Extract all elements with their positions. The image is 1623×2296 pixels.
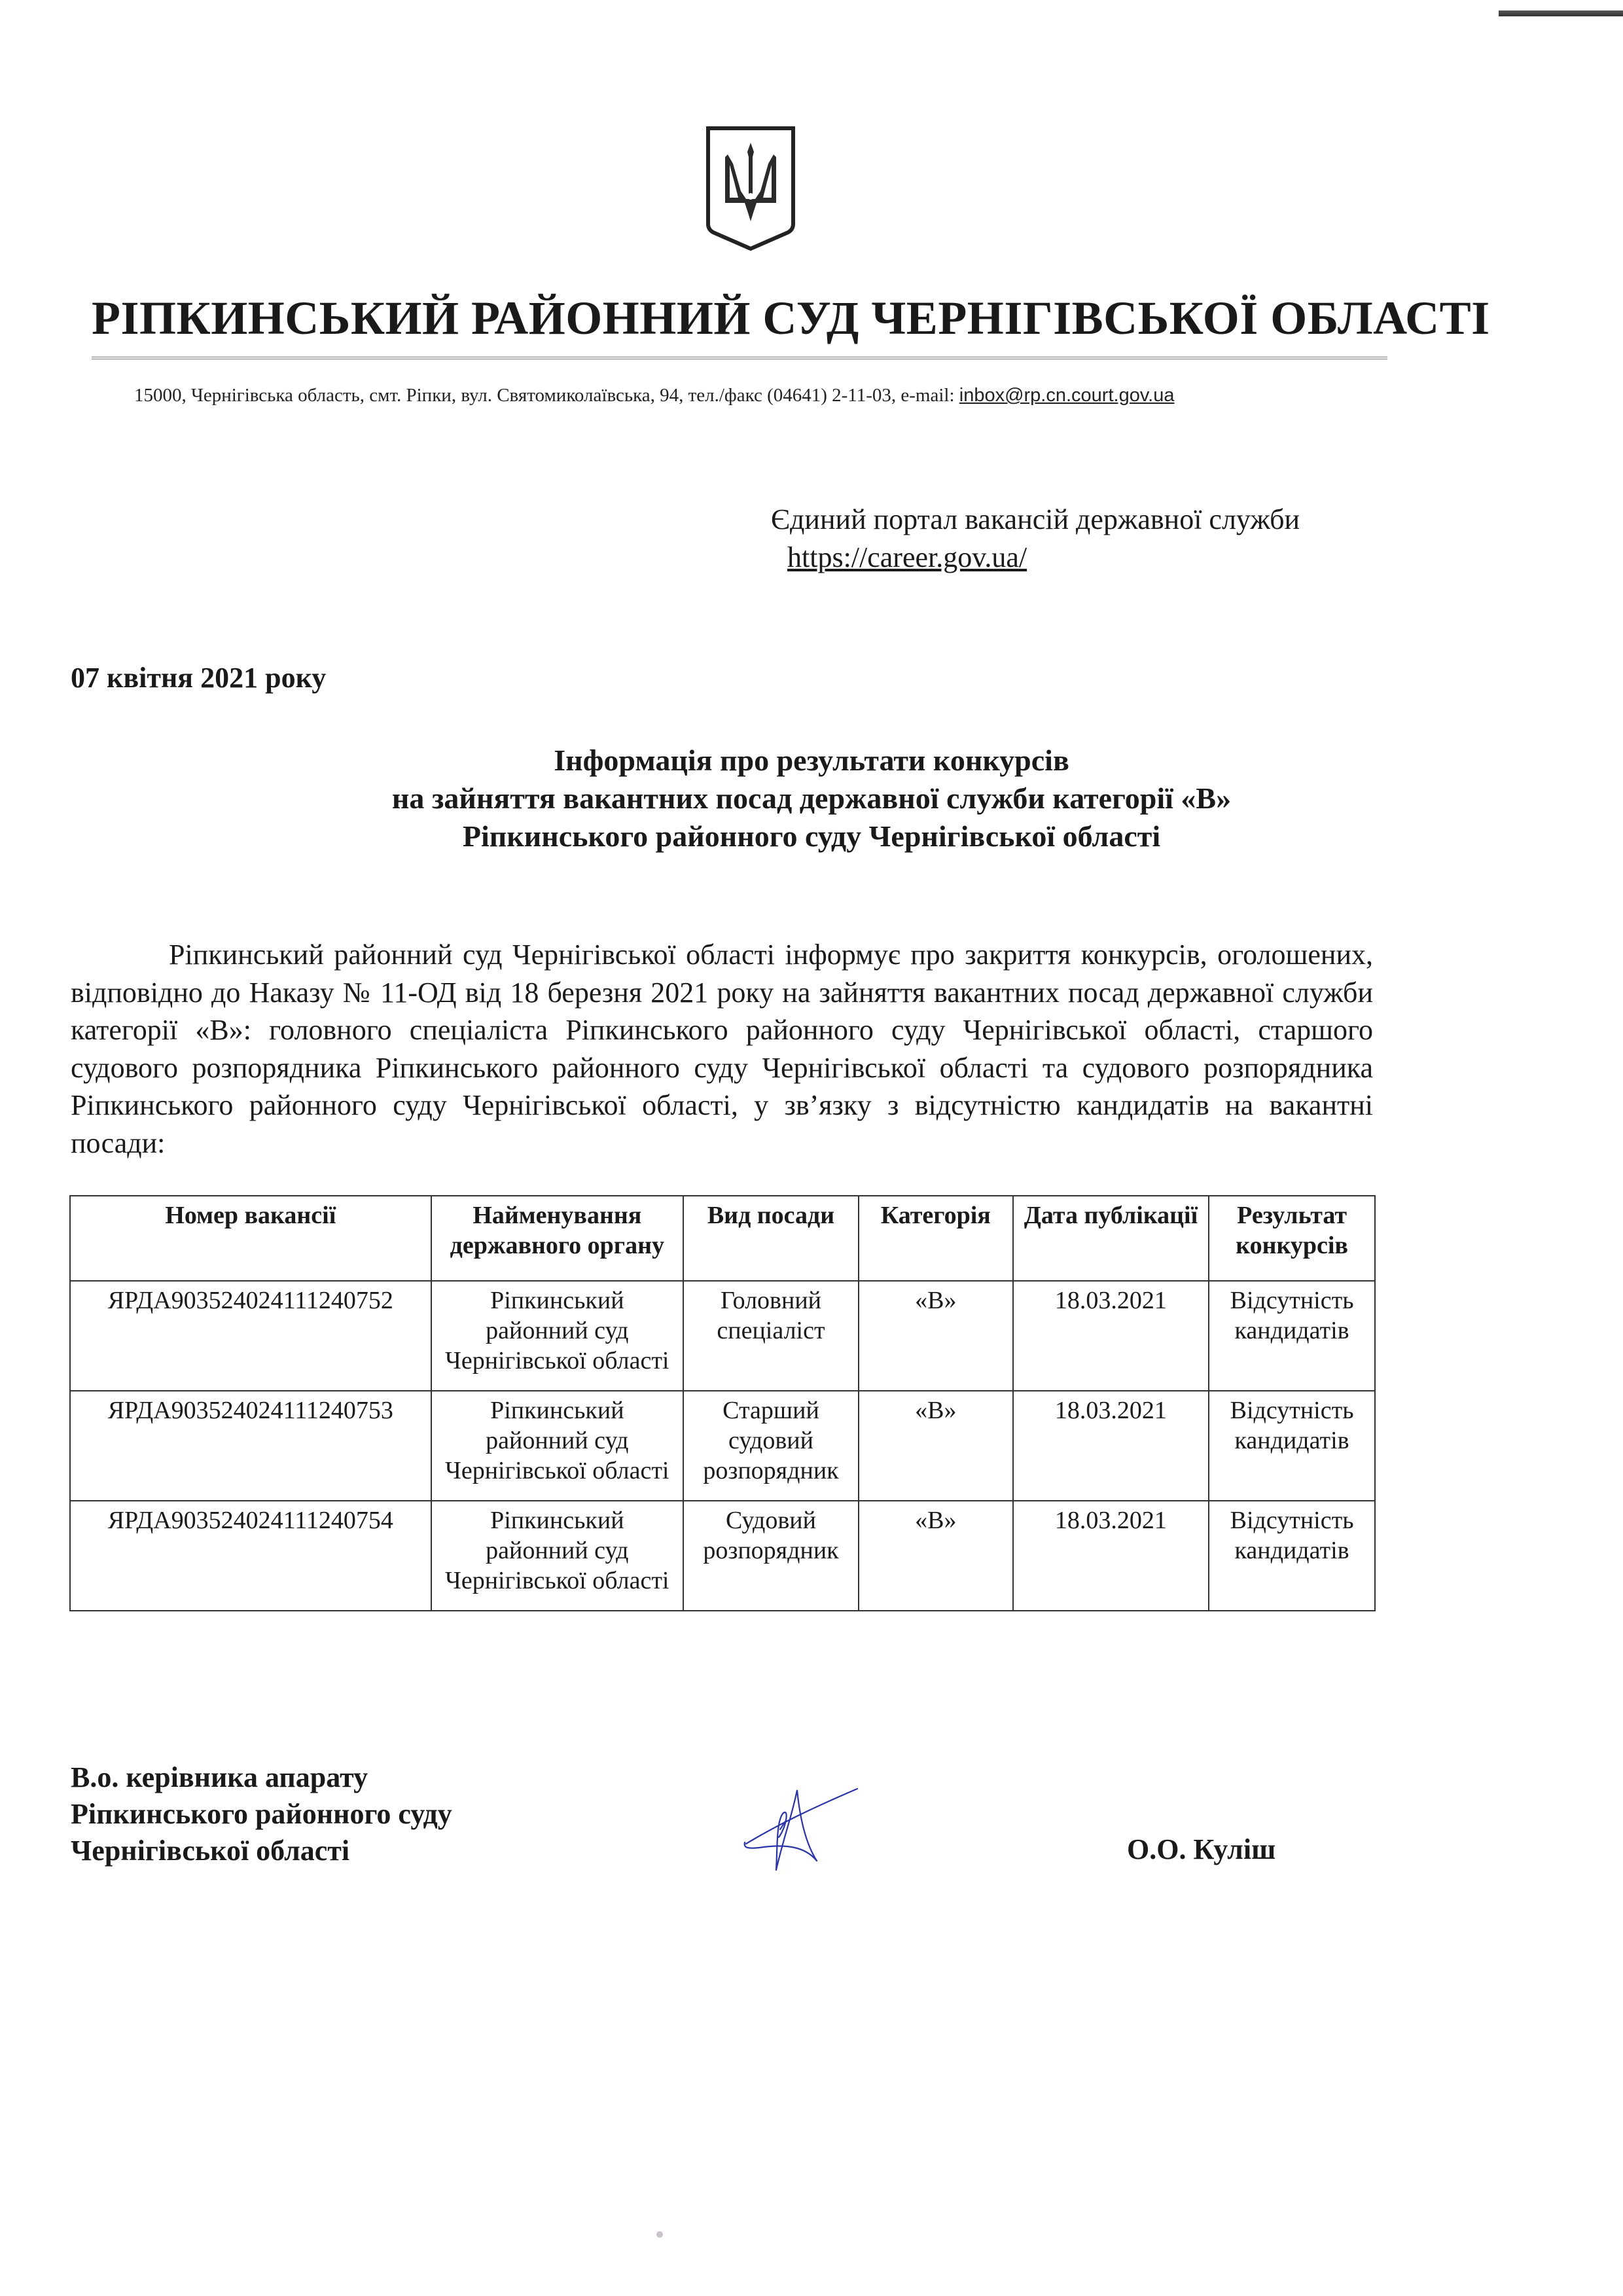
heading-line-1: Інформація про результати конкурсів bbox=[554, 744, 1069, 777]
vacancy-number-cell: ЯРДА903524024111240752 bbox=[70, 1281, 431, 1391]
table-header-row bbox=[70, 1196, 1375, 1281]
vacancy-number-cell: ЯРДА903524024111240754 bbox=[70, 1501, 431, 1611]
agency-cell: Ріпкинський районний суд Чернігівської області bbox=[431, 1391, 684, 1501]
signatory-title bbox=[71, 1759, 452, 1869]
result-cell: Відсутність кандидатів bbox=[1209, 1501, 1375, 1611]
signatory-title-line-1: В.о. керівника апарату bbox=[71, 1761, 368, 1793]
document-date: 07 квітня 2021 року bbox=[71, 662, 327, 694]
category-cell: «В» bbox=[859, 1391, 1013, 1501]
category-cell: «В» bbox=[859, 1501, 1013, 1611]
table-row bbox=[70, 1391, 1375, 1501]
position-cell: Старший судовий розпорядник bbox=[683, 1391, 859, 1501]
agency-cell: Ріпкинський районний суд Чернігівської області bbox=[431, 1501, 684, 1611]
scan-speck bbox=[656, 2231, 663, 2238]
category-cell: «В» bbox=[859, 1281, 1013, 1391]
recipient-block bbox=[771, 501, 1300, 577]
publication-date-cell: 18.03.2021 bbox=[1013, 1391, 1209, 1501]
result-cell: Відсутність кандидатів bbox=[1209, 1391, 1375, 1501]
scan-edge-mark bbox=[1499, 10, 1623, 16]
signatory-title-line-3: Чернігівської області bbox=[71, 1835, 350, 1867]
recipient-url-link[interactable]: https://career.gov.ua/ bbox=[787, 541, 1027, 573]
recipient-name: Єдиний портал вакансій державної служби bbox=[771, 503, 1300, 535]
body-paragraph: Ріпкинський районний суд Чернігівської області інформує про закриття конкурсів, оголошених, відповідно до Наказу № 11-ОД від 18 березня 2021 року на зайняття вакантних посад державної служби категорії «В»: головного спеціаліста Ріпкинського районного суду Чернігівської області, старшого судового розпорядника Ріпкинського районного суду Чернігівської області та судового розпорядника Ріпкинського районного суду Чернігівської області, у зв’язку з відсутністю кандидатів на вакантні посади: bbox=[71, 939, 1373, 1159]
result-cell: Відсутність кандидатів bbox=[1209, 1281, 1375, 1391]
signatory-title-line-2: Ріпкинського районного суду bbox=[71, 1798, 452, 1830]
column-header-result: Результат конкурсів bbox=[1209, 1196, 1375, 1281]
email-link[interactable]: inbox@rp.cn.court.gov.ua bbox=[959, 385, 1175, 406]
position-cell: Судовий розпорядник bbox=[683, 1501, 859, 1611]
ukraine-trident-emblem-icon bbox=[705, 126, 796, 251]
agency-cell: Ріпкинський районний суд Чернігівської області bbox=[431, 1281, 684, 1391]
signer-name: О.О. Куліш bbox=[1127, 1833, 1276, 1865]
publication-date-cell: 18.03.2021 bbox=[1013, 1501, 1209, 1611]
table-row bbox=[70, 1281, 1375, 1391]
heading-line-2: на зайняття вакантних посад державної служби категорії «В» bbox=[391, 781, 1232, 815]
table-row bbox=[70, 1501, 1375, 1611]
handwritten-signature-icon bbox=[740, 1784, 870, 1875]
vacancy-number-cell: ЯРДА903524024111240753 bbox=[70, 1391, 431, 1501]
column-header-vacancy-number: Номер вакансії bbox=[70, 1196, 431, 1281]
column-header-agency: Найменування державного органу bbox=[431, 1196, 684, 1281]
vacancy-results-table bbox=[69, 1195, 1376, 1611]
position-cell: Головний спеціаліст bbox=[683, 1281, 859, 1391]
header-divider bbox=[92, 357, 1387, 359]
org-title: РІПКИНСЬКИЙ РАЙОННИЙ СУД ЧЕРНІГІВСЬКОЇ ОБЛАСТІ bbox=[92, 292, 1490, 344]
org-address bbox=[134, 385, 1175, 406]
column-header-publication-date: Дата публікації bbox=[1013, 1196, 1209, 1281]
column-header-category: Категорія bbox=[859, 1196, 1013, 1281]
publication-date-cell: 18.03.2021 bbox=[1013, 1281, 1209, 1391]
document-heading bbox=[196, 742, 1427, 855]
column-header-position: Вид посади bbox=[683, 1196, 859, 1281]
address-text: 15000, Чернігівська область, смт. Ріпки, вул. Святомиколаївська, 94, тел./факс (04641) 2-11-03, e-mail: bbox=[134, 385, 959, 406]
heading-line-3: Ріпкинського районного суду Чернігівської області bbox=[462, 819, 1161, 853]
